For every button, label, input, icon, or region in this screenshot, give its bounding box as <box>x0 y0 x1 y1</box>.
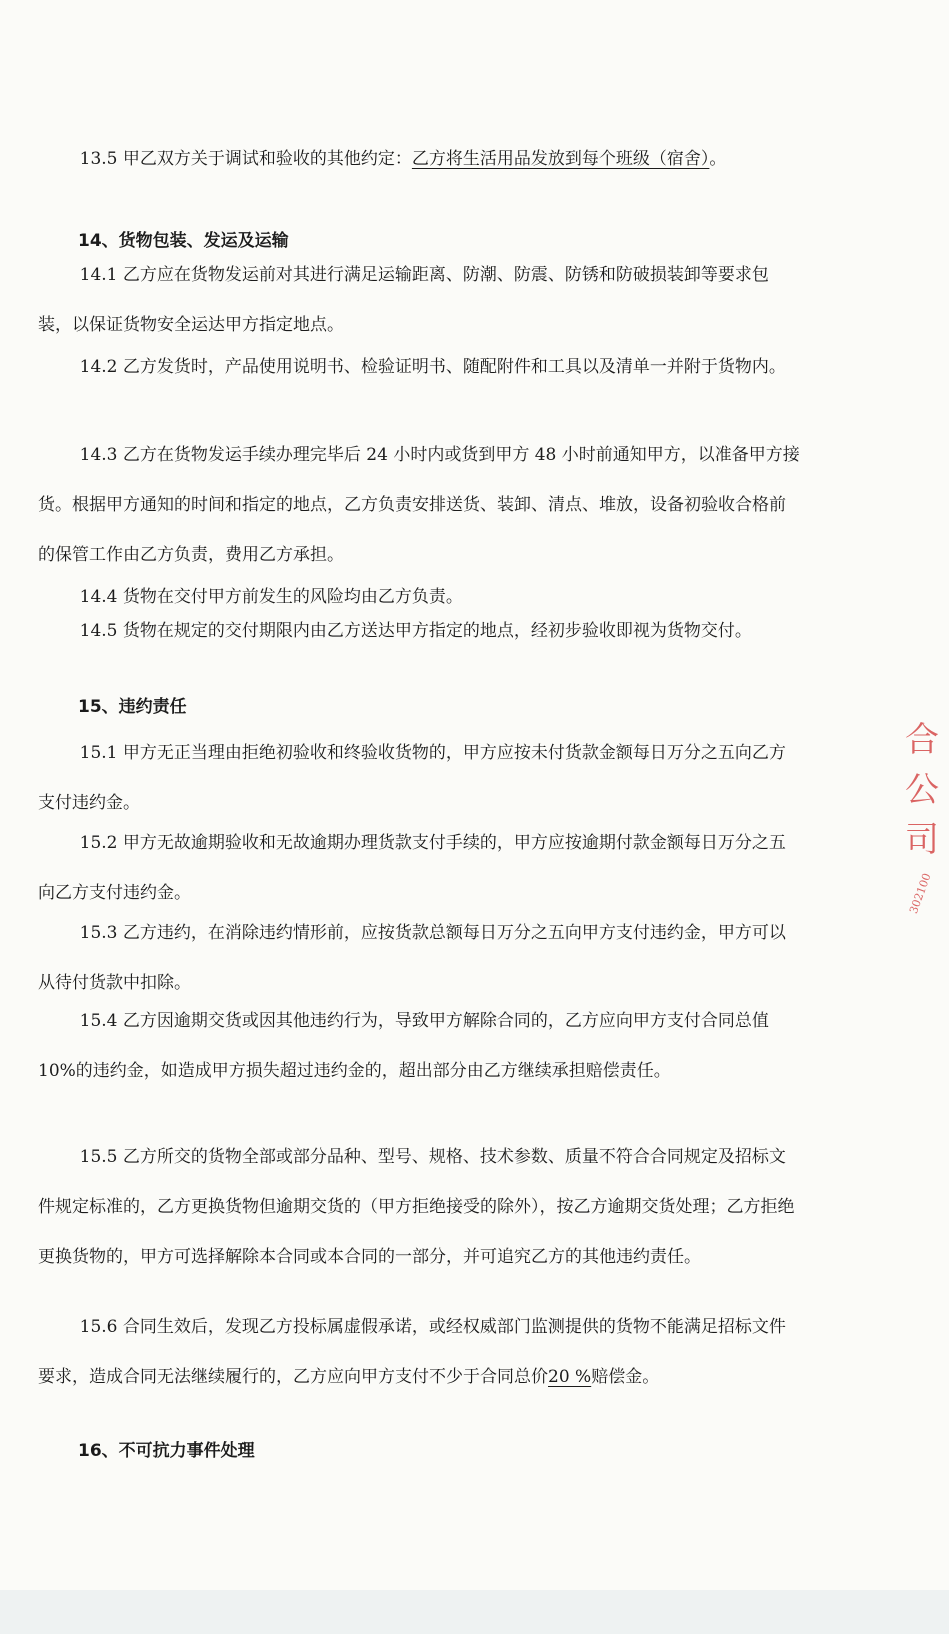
section-heading-14: 14、货物包装、发运及运输 <box>78 231 289 251</box>
clause-text: 赔偿金。 <box>591 1367 660 1387</box>
clause-14-1: 14.1 乙方应在货物发运前对其进行满足运输距离、防潮、防震、防锈和防破损装卸等要求包装，以保证货物安全运达甲方指定地点。 <box>38 265 769 335</box>
clause-text: 。 <box>709 149 727 169</box>
underlined-field: 20 % <box>548 1367 592 1387</box>
underlined-field: 乙方将生活用品发放到每个班级（宿舍） <box>411 149 710 169</box>
clause-text: 15.6 合同生效后，发现乙方投标属虚假承诺，或经权威部门监测提供的货物不能满足招标文件要求，造成合同无法继续履行的，乙方应向甲方支付不少于合同总价 <box>38 1317 786 1387</box>
clause-13-5 <box>38 134 800 184</box>
clause-text: 13.5 甲乙双方关于调试和验收的其他约定： <box>79 149 412 169</box>
section-heading-15: 15、违约责任 <box>78 697 187 717</box>
company-seal <box>905 715 949 915</box>
clause-14-5: 14.5 货物在规定的交付期限内由乙方送达甲方指定的地点，经初步验收即视为货物交付。 <box>79 621 752 641</box>
scan-edge <box>0 1590 949 1634</box>
seal-number: 302100 <box>907 871 934 915</box>
clause-14-4: 14.4 货物在交付甲方前发生的风险均由乙方负责。 <box>79 587 463 607</box>
seal-char: 合 <box>905 720 939 760</box>
clause-15-1: 15.1 甲方无正当理由拒绝初验收和终验收货物的，甲方应按未付货款金额每日万分之五向乙方支付违约金。 <box>38 743 786 813</box>
clause-15-2: 15.2 甲方无故逾期验收和无故逾期办理货款支付手续的，甲方应按逾期付款金额每日万分之五向乙方支付违约金。 <box>38 833 786 903</box>
clause-15-4: 15.4 乙方因逾期交货或因其他违约行为，导致甲方解除合同的，乙方应向甲方支付合同总值 10%的违约金，如造成甲方损失超过违约金的，超出部分由乙方继续承担赔偿责任。 <box>38 1011 769 1081</box>
clause-15-3: 15.3 乙方违约，在消除违约情形前，应按货款总额每日万分之五向甲方支付违约金，甲方可以从待付货款中扣除。 <box>38 923 786 993</box>
clause-14-2: 14.2 乙方发货时，产品使用说明书、检验证明书、随配附件和工具以及清单一并附于货物内。 <box>79 357 786 377</box>
section-heading-16: 16、不可抗力事件处理 <box>78 1441 255 1461</box>
clause-14-3: 14.3 乙方在货物发运手续办理完毕后 24 小时内或货到甲方 48 小时前通知甲方，以准备甲方接货。根据甲方通知的时间和指定的地点，乙方负责安排送货、装卸、清点、堆放，设备初验收合格前的保管工作由乙方负责，费用乙方承担。 <box>38 445 800 565</box>
seal-char: 司 <box>905 820 939 860</box>
clause-15-6 <box>38 1302 800 1402</box>
clause-15-5: 15.5 乙方所交的货物全部或部分品种、型号、规格、技术参数、质量不符合合同规定及招标文件规定标准的，乙方更换货物但逾期交货的（甲方拒绝接受的除外），按乙方逾期交货处理；乙方拒绝更换货物的，甲方可选择解除本合同或本合同的一部分，并可追究乙方的其他违约责任。 <box>38 1147 795 1267</box>
seal-char: 公 <box>905 770 939 810</box>
